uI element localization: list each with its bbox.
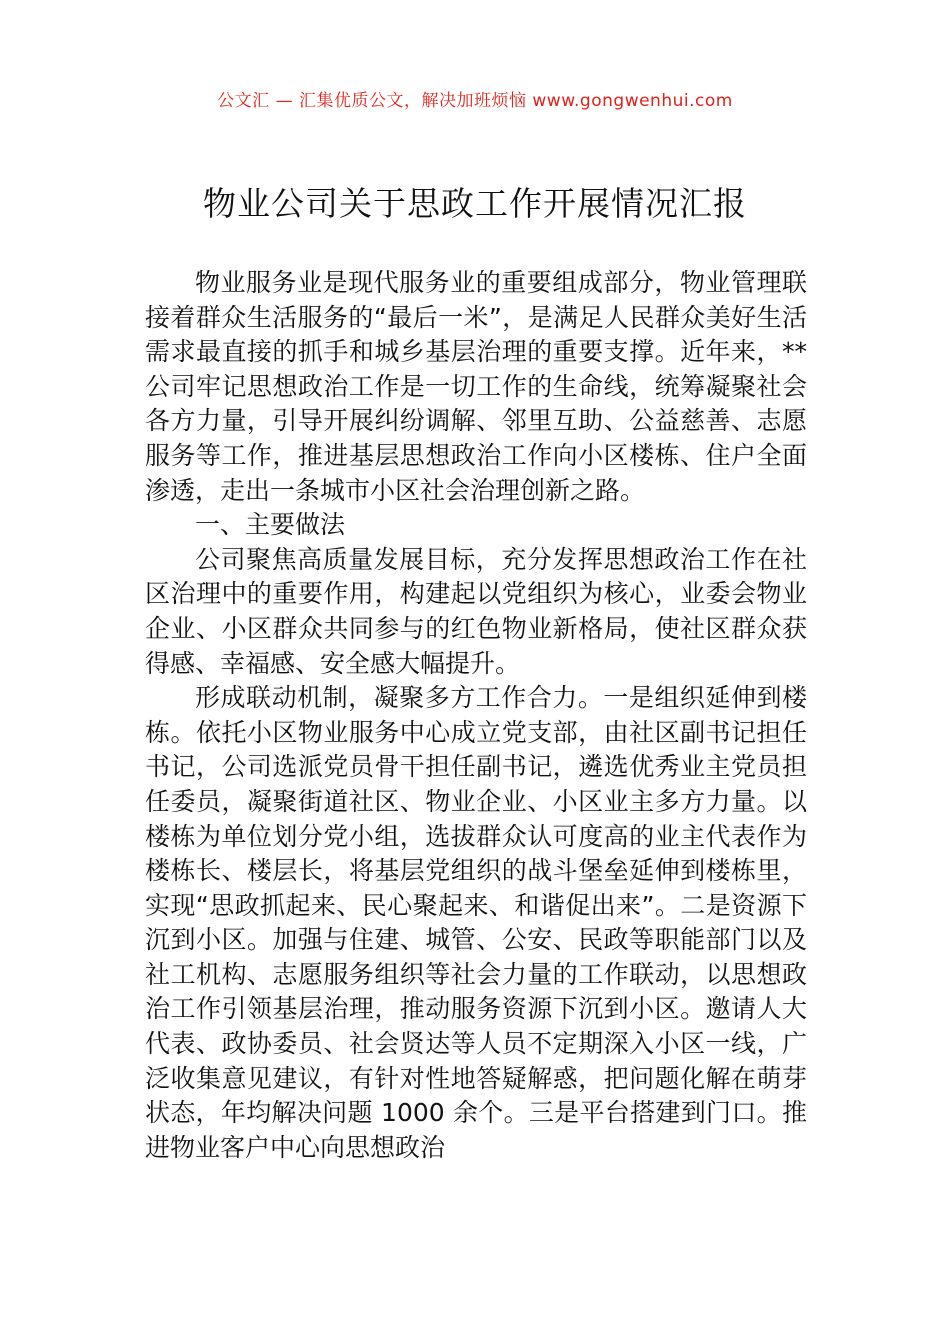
paragraph-intro: 物业服务业是现代服务业的重要组成部分，物业管理联接着群众生活服务的“最后一米”，是满足人民群众美好生活需求最直接的抓手和城乡基层治理的重要支撑。近年来，**公司牢记思想政治工作是一切工作的生命线，统筹凝聚社会各方力量，引导开展纠纷调解、邻里互助、公益慈善、志愿服务等工作，推进基层思想政治工作向小区楼栋、住户全面渗透，走出一条城市小区社会治理创新之路。 xyxy=(145,268,807,505)
site-header-line: 公文汇 — 汇集优质公文，解决加班烦恼 www.gongwenhui.com xyxy=(217,91,733,111)
document-body xyxy=(145,266,807,1165)
paragraph-linkage-mechanism: 形成联动机制，凝聚多方工作合力。一是组织延伸到楼栋。依托小区物业服务中心成立党支部，由社区副书记担任书记，公司选派党员骨干担任副书记，遴选优秀业主党员担任委员，凝聚街道社区、物业企业、小区业主多方力量。以楼栋为单位划分党小组，选拔群众认可度高的业主代表作为楼栋长、楼层长，将基层党组织的战斗堡垒延伸到楼栋里，实现“思政抓起来、民心聚起来、和谐促出来”。二是资源下沉到小区。加强与住建、城管、公安、民政等职能部门以及社工机构、志愿服务组织等社会力量的工作联动，以思想政治工作引领基层治理，推动服务资源下沉到小区。邀请人大代表、政协委员、社会贤达等人员不定期深入小区一线，广泛收集意见建议，有针对性地答疑解惑，把问题化解在萌芽状态，年均解决问题 1000 余个。三是平台搭建到门口。推进物业客户中心向思想政治 xyxy=(145,683,807,1162)
document-title: 物业公司关于思政工作开展情况汇报 xyxy=(203,184,747,223)
paragraph-overview: 公司聚焦高质量发展目标，充分发挥思想政治工作在社区治理中的重要作用，构建起以党组织为核心，业委会物业企业、小区群众共同参与的红色物业新格局，使社区群众获得感、幸福感、安全感大幅提升。 xyxy=(145,544,807,678)
section-heading-main-practices: 一、主要做法 xyxy=(195,510,346,540)
